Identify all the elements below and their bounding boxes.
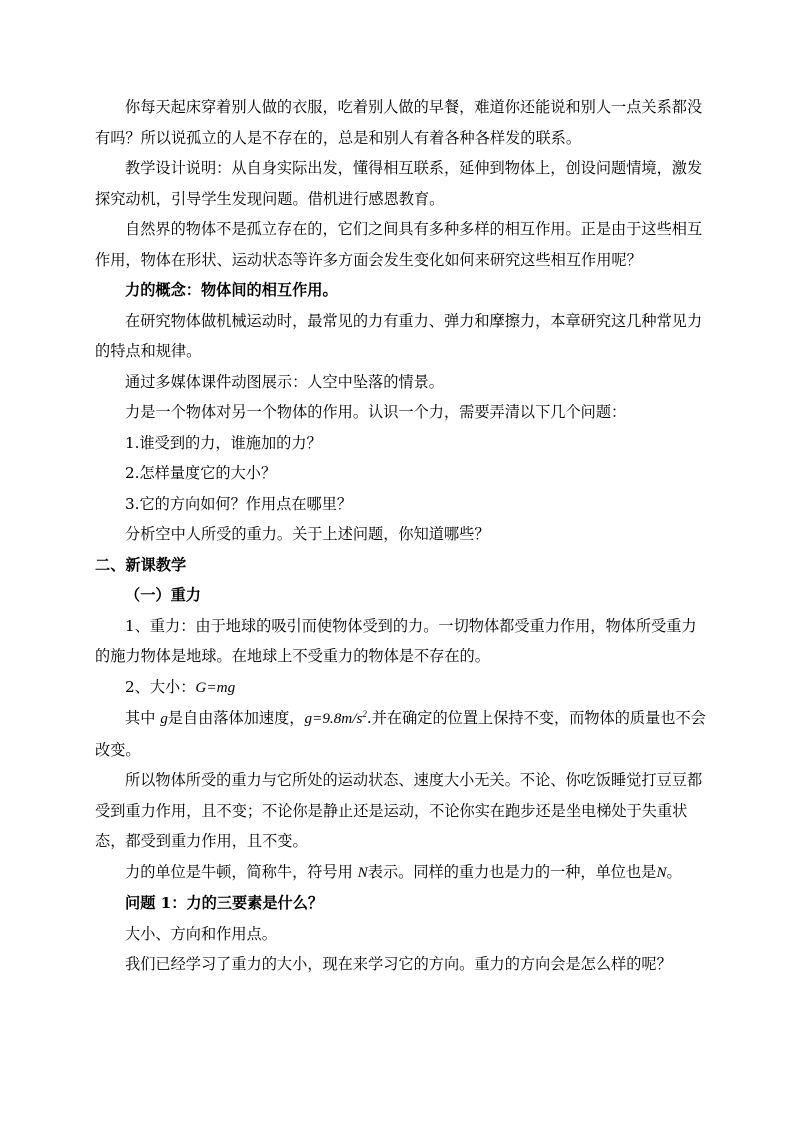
unit-text-b: 表示。同样的重力也是力的一种，单位也是 bbox=[367, 862, 657, 881]
unit-text-c: 。 bbox=[666, 862, 682, 881]
question-item-2: 2.怎样量度它的大小？ bbox=[125, 464, 277, 482]
paragraph-intro: 你每天起床穿着别人做的衣服，吃着别人做的早餐，难道你还能说和别人一点关系都没有吗？所以说孤立的人是不存在的，总是和别人有着各种各样发的联系。 bbox=[95, 98, 703, 147]
question-item-3: 3.它的方向如何？作用点在哪里？ bbox=[125, 494, 353, 513]
paragraph-interaction: 自然界的物体不是孤立存在的，它们之间具有多种多样的相互作用。正是由于这些相互作用，物体在形状、运动状态等许多方面会发生变化如何来研究这些相互作用呢？ bbox=[95, 220, 703, 269]
g-value-exponent: 2 bbox=[362, 709, 367, 719]
paragraph-gravity-constant: 所以物体所受的重力与它所处的运动状态、速度大小无关。不论、你吃饭睡觉打豆豆都受到重力作用，且不变；不论你是静止还是运动，不论你实在跑步还是坐电梯处于失重状态，都受到重力作用，且不变。 bbox=[95, 771, 703, 850]
paragraph-common-forces: 在研究物体做机械运动时，最常见的力有重力、弹力和摩擦力，本章研究这几种常见力的特点和规律。 bbox=[95, 311, 703, 360]
paragraph-free-fall bbox=[95, 703, 710, 765]
free-fall-text-b: 是自由落体加速度， bbox=[167, 709, 305, 727]
free-fall-text-c: .并在确定的位置上保持不变，而物体的质量也不会改变。 bbox=[95, 709, 706, 759]
unit-symbol-n-2: N bbox=[656, 863, 667, 881]
concept-heading: 力的概念：物体间的相互作用。 bbox=[125, 281, 338, 299]
subsection-heading-gravity: （一）重力 bbox=[125, 586, 201, 604]
paragraph-force-definition: 力是一个物体对另一个物体的作用。认识一个力，需要弄清以下几个问题： bbox=[125, 403, 627, 421]
free-fall-text-a: 其中 bbox=[125, 709, 161, 727]
gravity-formula: G=mg bbox=[195, 678, 236, 696]
symbol-g: g bbox=[160, 710, 168, 727]
document-page bbox=[95, 92, 710, 980]
unit-text-a: 力的单位是牛顿，简称牛，符号用 bbox=[125, 862, 358, 881]
question-heading-1: 问题 1：力的三要素是什么？ bbox=[125, 894, 324, 912]
paragraph-direction-intro: 我们已经学习了重力的大小，现在来学习它的方向。重力的方向会是怎么样的呢？ bbox=[125, 955, 672, 973]
paragraph-gravity-definition: 1、重力：由于地球的吸引而使物体受到的力。一切物体都受重力作用，物体所受重力的施力物体是地球。在地球上不受重力的物体是不存在的。 bbox=[95, 616, 697, 665]
paragraph-design-note: 教学设计说明：从自身实际出发，懂得相互联系，延伸到物体上，创设问题情境，激发探究动机，引导学生发现问题。借机进行感恩教育。 bbox=[95, 159, 703, 208]
section-heading-new-lesson: 二、新课教学 bbox=[95, 555, 187, 574]
unit-symbol-n: N bbox=[357, 863, 368, 881]
question-item-1: 1.谁受到的力，谁施加的力？ bbox=[125, 433, 322, 452]
paragraph-unit bbox=[95, 857, 710, 889]
g-value: g=9.8m/s bbox=[304, 710, 363, 727]
paragraph-analysis: 分析空中人所受的重力。关于上述问题，你知道哪些？ bbox=[125, 525, 490, 543]
answer-three-elements: 大小、方向和作用点。 bbox=[125, 924, 277, 943]
paragraph-gravity-magnitude bbox=[95, 672, 710, 704]
paragraph-multimedia: 通过多媒体课件动图展示：人空中坠落的情景。 bbox=[125, 372, 444, 391]
magnitude-label: 2、大小： bbox=[125, 677, 196, 696]
